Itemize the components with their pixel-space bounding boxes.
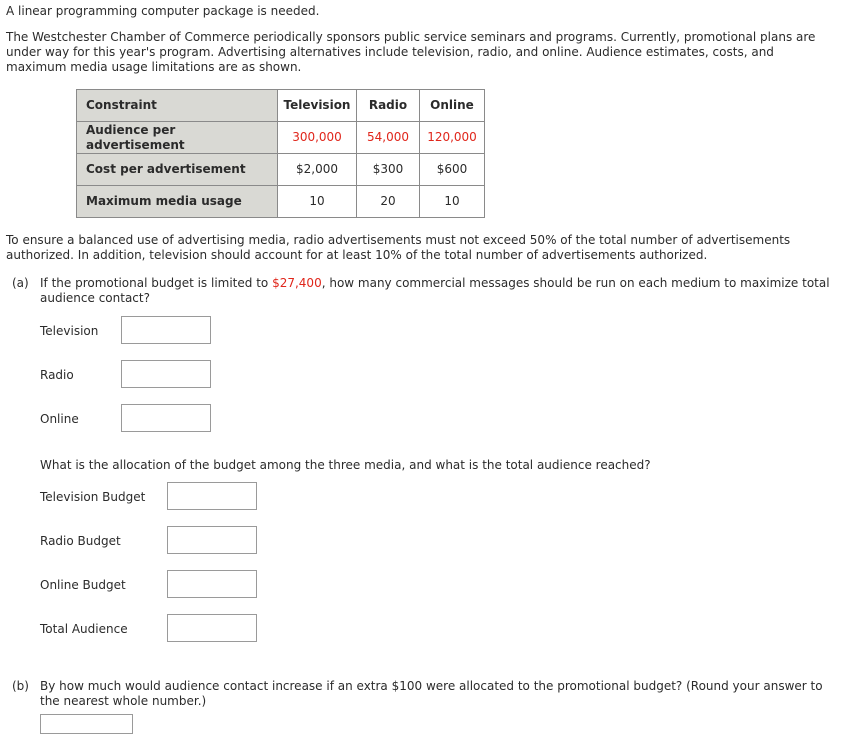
budget-amount: $27,400 — [272, 276, 322, 290]
table-row — [77, 122, 485, 154]
header-constraint: Constraint — [77, 90, 278, 122]
television-budget-input[interactable] — [167, 482, 257, 510]
cell-audience-online: 120,000 — [420, 122, 485, 154]
cell-cost-radio: $300 — [357, 154, 420, 186]
online-input[interactable] — [121, 404, 211, 432]
row-label-max-usage: Maximum media usage — [77, 186, 278, 218]
radio-budget-label: Radio Budget — [40, 534, 121, 548]
part-b-question: By how much would audience contact increase if an extra $100 were allocated to the promotional budget? (Round your answer to the nearest whole number.) — [40, 679, 823, 708]
part-a-text-after: , how many commercial messages should be run on each medium to maximize total audience contact? — [40, 276, 830, 305]
radio-label: Radio — [40, 368, 74, 382]
part-a-question — [40, 276, 830, 306]
cell-audience-television: 300,000 — [278, 122, 357, 154]
online-budget-label: Online Budget — [40, 578, 126, 592]
header-television: Television — [278, 90, 357, 122]
cell-max-online: 10 — [420, 186, 485, 218]
header-online: Online — [420, 90, 485, 122]
cell-max-radio: 20 — [357, 186, 420, 218]
intro-text: A linear programming computer package is needed. — [6, 4, 320, 18]
cell-cost-online: $600 — [420, 154, 485, 186]
table-row — [77, 154, 485, 186]
audience-increase-input[interactable] — [40, 714, 133, 734]
problem-description: The Westchester Chamber of Commerce periodically sponsors public service seminars and programs. Currently, promotional plans are under way for this year's program. Advertising alternatives include television, radio, and online. Audience estimates, costs, and maximum media usage limitations are as shown. — [6, 30, 816, 74]
table-row — [77, 186, 485, 218]
cell-max-television: 10 — [278, 186, 357, 218]
part-a-text-before: If the promotional budget is limited to — [40, 276, 273, 290]
radio-budget-input[interactable] — [167, 526, 257, 554]
cell-cost-television: $2,000 — [278, 154, 357, 186]
part-b-marker: (b) — [12, 679, 29, 693]
television-label: Television — [40, 324, 99, 338]
total-audience-label: Total Audience — [40, 622, 128, 636]
total-audience-input[interactable] — [167, 614, 257, 642]
row-label-audience: Audience per advertisement — [77, 122, 278, 154]
online-budget-input[interactable] — [167, 570, 257, 598]
header-radio: Radio — [357, 90, 420, 122]
budget-allocation-question: What is the allocation of the budget among the three media, and what is the total audience reached? — [40, 458, 651, 472]
television-budget-label: Television Budget — [40, 490, 146, 504]
table-header-row — [77, 90, 485, 122]
media-constraints-table — [76, 89, 485, 218]
part-a-marker: (a) — [12, 276, 29, 290]
cell-audience-radio: 54,000 — [357, 122, 420, 154]
television-input[interactable] — [121, 316, 211, 344]
radio-input[interactable] — [121, 360, 211, 388]
online-label: Online — [40, 412, 79, 426]
row-label-cost: Cost per advertisement — [77, 154, 278, 186]
balance-constraints-text: To ensure a balanced use of advertising media, radio advertisements must not exceed 50% of the total number of advertisements authorized. In addition, television should account for at least 10% of the total number of advertisements authorized. — [6, 233, 791, 262]
